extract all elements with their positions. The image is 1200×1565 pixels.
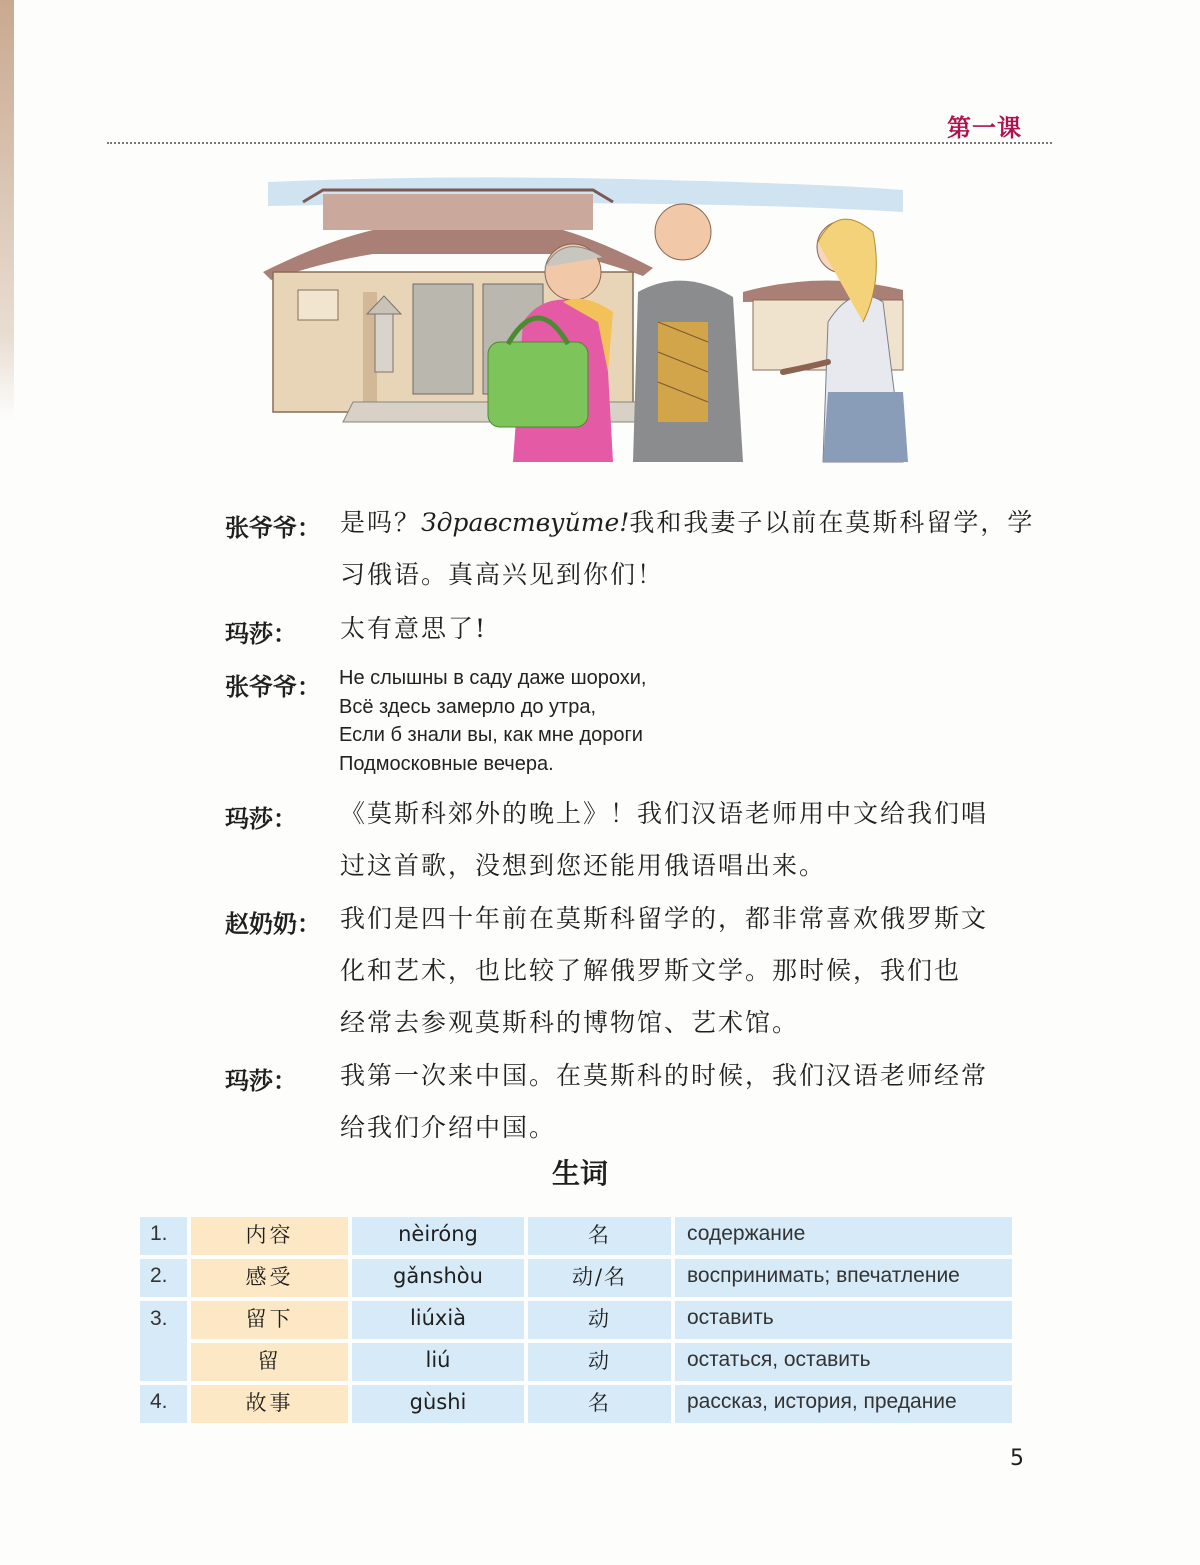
header-divider [107, 142, 1052, 144]
speaker-masha: 玛莎： [225, 805, 297, 833]
speech-text: 给我们介绍中国。 [340, 1113, 557, 1142]
dialogue-line [340, 603, 1040, 655]
vocab-meaning: остаться, оставить [675, 1343, 1012, 1381]
vocab-part-of-speech: 名 [528, 1217, 671, 1255]
vocab-word: 内容 [191, 1217, 348, 1255]
dialogue-line [340, 497, 1040, 601]
speech-text: 化和艺术，也比较了解俄罗斯文学。那时候，我们也 [340, 956, 962, 985]
table-row [140, 1385, 1012, 1423]
speech-text: 经常去参观莫斯科的博物馆、艺术馆。 [340, 1008, 800, 1037]
page-number: 5 [1010, 1446, 1024, 1471]
vocab-pinyin: gǎnshòu [352, 1259, 524, 1297]
poem-line: Подмосковные вечера. [339, 752, 554, 775]
vocab-part-of-speech: 动/名 [528, 1259, 671, 1297]
russian-greeting: Здравствуйте! [421, 508, 630, 537]
vocab-word: 留 [191, 1343, 348, 1381]
speaker-masha: 玛莎： [225, 1067, 297, 1095]
vocab-part-of-speech: 名 [528, 1385, 671, 1423]
dialogue-line [340, 893, 1040, 1049]
dialogue-line [340, 1050, 1040, 1154]
vocab-word: 故事 [191, 1385, 348, 1423]
vocab-number: 3. [140, 1301, 187, 1381]
dialogue-line [340, 788, 1040, 892]
speech-text: 我和我妻子以前在莫斯科留学，学 [629, 508, 1035, 537]
speech-text: 《莫斯科郊外的晚上》！我们汉语老师用中文给我们唱 [340, 799, 989, 828]
poem-line: Не слышны в саду даже шорохи, [339, 667, 647, 689]
vocab-meaning: оставить [675, 1301, 1012, 1339]
speech-text: 过这首歌，没想到您还能用俄语唱出来。 [340, 851, 827, 880]
speech-text: 习俄语。真高兴见到你们！ [340, 560, 665, 589]
vocab-pinyin: liú [352, 1343, 524, 1381]
speech-text: 太有意思了! [340, 614, 488, 643]
russian-song-lyrics [339, 664, 647, 778]
vocab-meaning: рассказ, история, предание [675, 1385, 1012, 1423]
table-row [140, 1343, 1012, 1381]
vocab-pinyin: nèiróng [352, 1217, 524, 1255]
vocab-number: 2. [140, 1259, 187, 1297]
table-row [140, 1301, 1012, 1339]
speech-text: 是吗？ [340, 508, 422, 537]
vocabulary-table [136, 1213, 1016, 1427]
poem-line: Если б знали вы, как мне дороги [339, 724, 643, 746]
vocab-word: 留下 [191, 1301, 348, 1339]
vocab-word: 感受 [191, 1259, 348, 1297]
speech-text: 我们是四十年前在莫斯科留学的，都非常喜欢俄罗斯文 [340, 904, 989, 933]
speaker-zhang-grandpa: 张爷爷： [225, 673, 321, 701]
vocabulary-title: 生词 [551, 1157, 608, 1190]
vocab-part-of-speech: 动 [528, 1343, 671, 1381]
vocab-pinyin: liúxià [352, 1301, 524, 1339]
table-row [140, 1217, 1012, 1255]
speaker-zhang-grandpa: 张爷爷： [225, 514, 321, 542]
vocab-number: 1. [140, 1217, 187, 1255]
table-row [140, 1259, 1012, 1297]
vocab-meaning: содержание [675, 1217, 1012, 1255]
dialogue-illustration [263, 172, 915, 472]
speech-text: 我第一次来中国。在莫斯科的时候，我们汉语老师经常 [340, 1061, 989, 1090]
page-edge-decoration [0, 0, 14, 420]
poem-line: Всё здесь замерло до утра, [339, 695, 597, 718]
vocab-part-of-speech: 动 [528, 1301, 671, 1339]
speaker-masha: 玛莎： [225, 620, 297, 648]
lesson-title: 第一课 [947, 114, 1022, 142]
speaker-zhao-grandma: 赵奶奶： [225, 910, 321, 938]
vocab-number: 4. [140, 1385, 187, 1423]
vocab-pinyin: gùshi [352, 1385, 524, 1423]
vocab-meaning: воспринимать; впечатление [675, 1259, 1012, 1297]
